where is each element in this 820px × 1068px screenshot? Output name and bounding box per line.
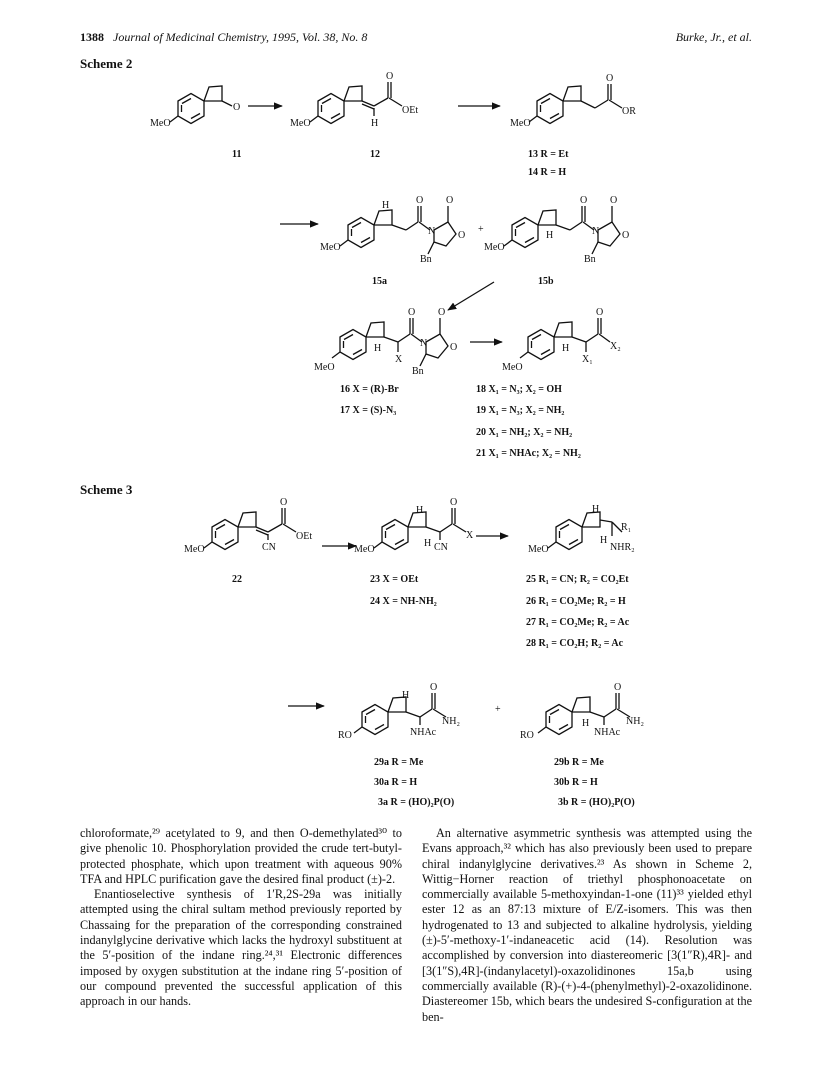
atom-label: MeO bbox=[290, 118, 311, 129]
structure-22 bbox=[184, 497, 312, 555]
scheme-2-title: Scheme 2 bbox=[80, 56, 133, 71]
atom-label: NH₂ bbox=[626, 716, 644, 727]
journal-citation: Journal of Medicinal Chemistry, 1995, Vol. 38, No. 8 bbox=[113, 30, 368, 44]
atom-label: O bbox=[386, 71, 394, 82]
atom-label: N bbox=[420, 338, 428, 349]
atom-label: H bbox=[402, 690, 410, 701]
atom-label: MeO bbox=[528, 544, 549, 555]
atom-label: CN bbox=[262, 542, 276, 553]
compound-label: 22 bbox=[232, 574, 242, 585]
atom-label: MeO bbox=[314, 362, 335, 373]
compound-label: 16 X = (R)-Br bbox=[340, 384, 399, 395]
atom-label: NHAc bbox=[410, 727, 437, 738]
atom-label: X₁ bbox=[582, 354, 593, 365]
compound-label: 18 X₁ = N₃; X₂ = OH bbox=[476, 384, 562, 395]
compound-label: 11 bbox=[232, 149, 242, 160]
atom-label: Bn bbox=[584, 254, 596, 265]
compound-label: 17 X = (S)-N₃ bbox=[340, 405, 397, 416]
atom-label: H bbox=[416, 505, 424, 516]
atom-label: H bbox=[600, 535, 608, 546]
compound-label: 27 R₁ = CO₂Me; R₂ = Ac bbox=[526, 617, 630, 628]
structure-16-17 bbox=[314, 307, 457, 377]
compound-label: 25 R₁ = CN; R₂ = CO₂Et bbox=[526, 574, 629, 585]
atom-label: X bbox=[466, 530, 474, 541]
atom-label: O bbox=[580, 195, 588, 206]
atom-label: OEt bbox=[402, 105, 419, 116]
atom-label: MeO bbox=[502, 362, 523, 373]
structure-18-21 bbox=[502, 307, 621, 373]
running-authors: Burke, Jr., et al. bbox=[675, 30, 752, 44]
atom-label: O bbox=[610, 195, 618, 206]
atom-label: MeO bbox=[184, 544, 205, 555]
atom-label: MeO bbox=[150, 118, 171, 129]
structure-15a bbox=[320, 195, 465, 265]
atom-label: O bbox=[233, 102, 241, 113]
atom-label: Bn bbox=[420, 254, 432, 265]
compound-label: 15b bbox=[538, 276, 554, 287]
structure-29b-30b-3b bbox=[520, 682, 644, 741]
atom-label: CN bbox=[434, 542, 448, 553]
compound-label: 23 X = OEt bbox=[370, 574, 419, 585]
compound-label: 24 X = NH-NH₂ bbox=[370, 596, 437, 607]
paragraph: chloroformate,²⁹ acetylated to 9, and then O-demethylated³⁰ to give phenolic 10. Phosphorylation provided the crude tert-butyl-protected phosphate, which upon treatment with aqueous 90% TFA and HPLC purification gave the desired final product (±)-2. bbox=[80, 826, 402, 886]
atom-label: MeO bbox=[354, 544, 375, 555]
compound-label: 28 R₁ = CO₂H; R₂ = Ac bbox=[526, 638, 624, 649]
atom-label: RO bbox=[520, 730, 534, 741]
compound-label: 3a R = (HO)₂P(O) bbox=[378, 797, 455, 808]
reaction-arrow bbox=[448, 282, 494, 310]
paragraph: Enantioselective synthesis of 1′R,2S-29a was initially attempted using the chiral sultam method previously reported by Chassaing for the preparation of the corresponding constrained indanylglycine derivative which lacks the hydroxyl substituent at the 5′-position of the indane ring.²⁴,³¹ Electronic differences imposed by oxygen substitution at the indane ring 5′-position of our compound prevented the successful application of this approach in our hands. bbox=[80, 887, 402, 1009]
atom-label: O bbox=[438, 307, 446, 318]
atom-label: MeO bbox=[320, 242, 341, 253]
body-column-left bbox=[80, 826, 402, 1010]
atom-label: R₁ bbox=[621, 522, 632, 533]
structure-15b bbox=[484, 195, 629, 265]
structure-29a-30a-3a bbox=[338, 682, 460, 741]
atom-label: N bbox=[592, 226, 600, 237]
atom-label: RO bbox=[338, 730, 352, 741]
atom-label: H bbox=[562, 343, 570, 354]
atom-label: O bbox=[416, 195, 424, 206]
compound-label: 14 R = H bbox=[528, 167, 567, 178]
compound-label: 29b R = Me bbox=[554, 757, 604, 768]
paragraph: An alternative asymmetric synthesis was attempted using the Evans approach,³² which has also previously been used to prepare chiral indanylglycine derivatives.²³ As shown in Scheme 2, Wittig−Horner reaction of triethyl phosphonoacetate on commercially available 5-methoxyindan-1-one (11)³³ yielded ethyl ester 12 as an 87:13 mixture of E/Z-isomers. This was then hydrogenated to 13 and subjected to alkaline hydrolysis, yielding (±)-5′-methoxy-1′-indaneacetic acid (14). Resolution was accomplished by conversion into diastereomeric [3(1″R),4R]- and [3(1″S),4R]-(indanylacetyl)-oxazolidinones 15a,b using commercially available (R)-(+)-4-(phenylmethyl)-2-oxazolidinone. Diastereomer 15b, which bears the undesired S-configuration at the ben- bbox=[422, 826, 752, 1024]
atom-label: O bbox=[450, 497, 458, 508]
atom-label: H bbox=[592, 504, 600, 515]
atom-label: Bn bbox=[412, 366, 424, 377]
atom-label: OEt bbox=[296, 531, 313, 542]
atom-label: O bbox=[614, 682, 622, 693]
compound-label: 30a R = H bbox=[374, 777, 418, 788]
compound-label: 13 R = Et bbox=[528, 149, 569, 160]
atom-label: H bbox=[424, 538, 432, 549]
atom-label: MeO bbox=[510, 118, 531, 129]
atom-label: X₂ bbox=[610, 341, 621, 352]
atom-label: O bbox=[450, 342, 458, 353]
plus-sign: + bbox=[478, 224, 484, 235]
page-number: 1388 bbox=[80, 30, 104, 44]
structure-23-24 bbox=[354, 497, 474, 555]
structure-13-14 bbox=[510, 73, 636, 129]
atom-label: X bbox=[395, 354, 403, 365]
atom-label: O bbox=[606, 73, 614, 84]
atom-label: NHAc bbox=[594, 727, 621, 738]
compound-label: 15a bbox=[372, 276, 387, 287]
atom-label: O bbox=[596, 307, 604, 318]
atom-label: O bbox=[280, 497, 288, 508]
atom-label: OR bbox=[622, 106, 636, 117]
atom-label: O bbox=[458, 230, 466, 241]
structure-12 bbox=[290, 71, 418, 129]
atom-label: NHR₂ bbox=[610, 542, 635, 553]
atom-label: O bbox=[408, 307, 416, 318]
compound-label: 21 X₁ = NHAc; X₂ = NH₂ bbox=[476, 448, 581, 459]
compound-label: 12 bbox=[370, 149, 380, 160]
atom-label: H bbox=[582, 718, 590, 729]
atom-label: H bbox=[371, 118, 379, 129]
atom-label: H bbox=[546, 230, 554, 241]
compound-label: 29a R = Me bbox=[374, 757, 424, 768]
atom-label: H bbox=[374, 343, 382, 354]
atom-label: NH₂ bbox=[442, 716, 460, 727]
structure-11 bbox=[150, 86, 240, 129]
compound-label: 3b R = (HO)₂P(O) bbox=[558, 797, 635, 808]
structure-25-28 bbox=[528, 504, 635, 555]
atom-label: H bbox=[382, 200, 390, 211]
compound-label: 19 X₁ = N₃; X₂ = NH₂ bbox=[476, 405, 565, 416]
compound-label: 20 X₁ = NH₂; X₂ = NH₂ bbox=[476, 427, 573, 438]
atom-label: O bbox=[446, 195, 454, 206]
atom-label: MeO bbox=[484, 242, 505, 253]
compound-label: 26 R₁ = CO₂Me; R₂ = H bbox=[526, 596, 626, 607]
atom-label: O bbox=[622, 230, 630, 241]
scheme-3-title: Scheme 3 bbox=[80, 482, 133, 497]
compound-label: 30b R = H bbox=[554, 777, 598, 788]
body-column-right bbox=[422, 826, 752, 1025]
atom-label: N bbox=[428, 226, 436, 237]
atom-label: O bbox=[430, 682, 438, 693]
plus-sign: + bbox=[495, 704, 501, 715]
